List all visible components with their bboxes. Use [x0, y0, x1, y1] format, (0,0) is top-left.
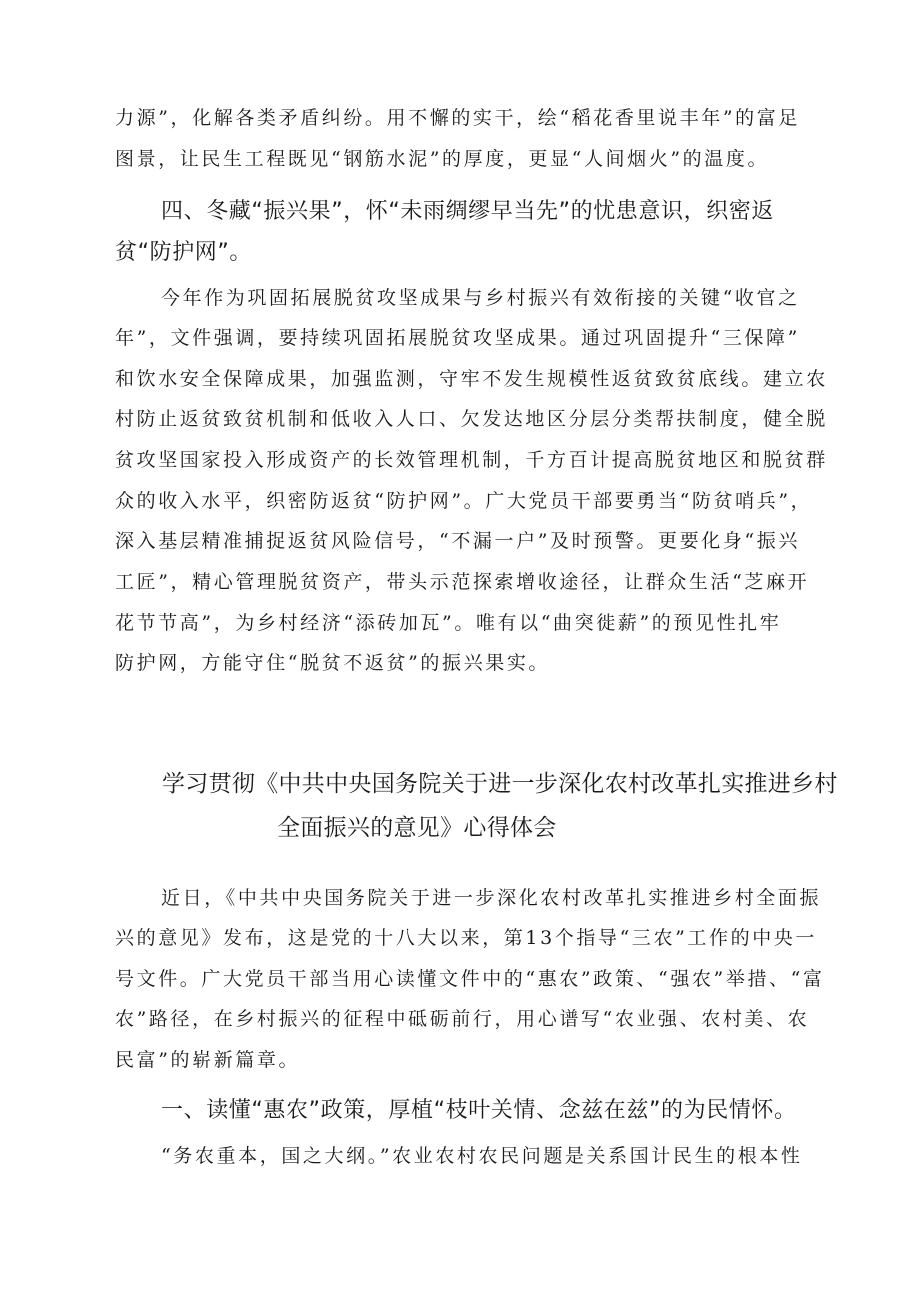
- body-text-line: 近日，《中共中央国务院关于进一步深化农村改革扎实推进乡村全面振: [161, 887, 822, 909]
- body-text-line: 民富”的崭新篇章。: [115, 1049, 301, 1071]
- section-heading: 四、冬藏“振兴果”，怀“未雨绸缪早当先”的忧患意识，织密返: [161, 199, 774, 224]
- section-heading: 一、读懂“惠农”政策，厚植“枝叶关情、念兹在兹”的为民情怀。: [161, 1098, 797, 1123]
- body-text-line: “务农重本，国之大纲。”农业农村农民问题是关系国计民生的根本性: [161, 1145, 803, 1167]
- body-text-line: 力源”，化解各类矛盾纠纷。用不懈的实干，绘“稻花香里说丰年”的富足: [115, 107, 800, 129]
- body-text-line: 花节节高”，为乡村经济“添砖加瓦”。唯有以“曲突徙薪”的预见性扎牢: [115, 612, 782, 634]
- body-text-line: 图景，让民生工程既见“钢筋水泥”的厚度，更显“人间烟火”的温度。: [115, 148, 770, 170]
- article-title: 全面振兴的意见》心得体会: [277, 815, 557, 841]
- body-text-line: 年”，文件强调，要持续巩固拓展脱贫攻坚成果。通过巩固提升“三保障”: [115, 327, 800, 349]
- section-heading: 贫“防护网”。: [115, 240, 252, 265]
- body-text-line: 众的收入水平，织密防返贫“防护网”。广大党员干部要勇当“防贫哨兵”，: [115, 490, 813, 512]
- body-text-line: 兴的意见》发布，这是党的十八大以来，第13个指导“三农”工作的中央一: [115, 927, 818, 949]
- body-text-line: 今年作为巩固拓展脱贫攻坚成果与乡村振兴有效衔接的关键“收官之: [161, 287, 800, 309]
- body-text-line: 贫攻坚国家投入形成资产的长效管理机制，千方百计提高脱贫地区和脱贫群: [115, 449, 828, 471]
- body-text-line: 防护网，方能守住“脱贫不返贫”的振兴果实。: [115, 652, 551, 674]
- body-text-line: 深入基层精准捕捉返贫风险信号，“不漏一户”及时预警。更要化身“振兴: [115, 530, 800, 552]
- body-text-line: 农”路径，在乡村振兴的征程中砥砺前行，用心谱写“农业强、农村美、农: [115, 1008, 810, 1030]
- body-text-line: 工匠”，精心管理脱贫资产，带头示范探索增收途径，让群众生活“芝麻开: [115, 571, 810, 593]
- article-title: 学习贯彻《中共中央国务院关于进一步深化农村改革扎实推进乡村: [162, 771, 838, 797]
- body-text-line: 号文件。广大党员干部当用心读懂文件中的“惠农”政策、“强农”举措、“富: [115, 968, 825, 990]
- body-text-line: 和饮水安全保障成果，加强监测，守牢不发生规模性返贫致贫底线。建立农: [115, 368, 828, 390]
- body-text-line: 村防止返贫致贫机制和低收入人口、欠发达地区分层分类帮扶制度，健全脱: [115, 408, 828, 430]
